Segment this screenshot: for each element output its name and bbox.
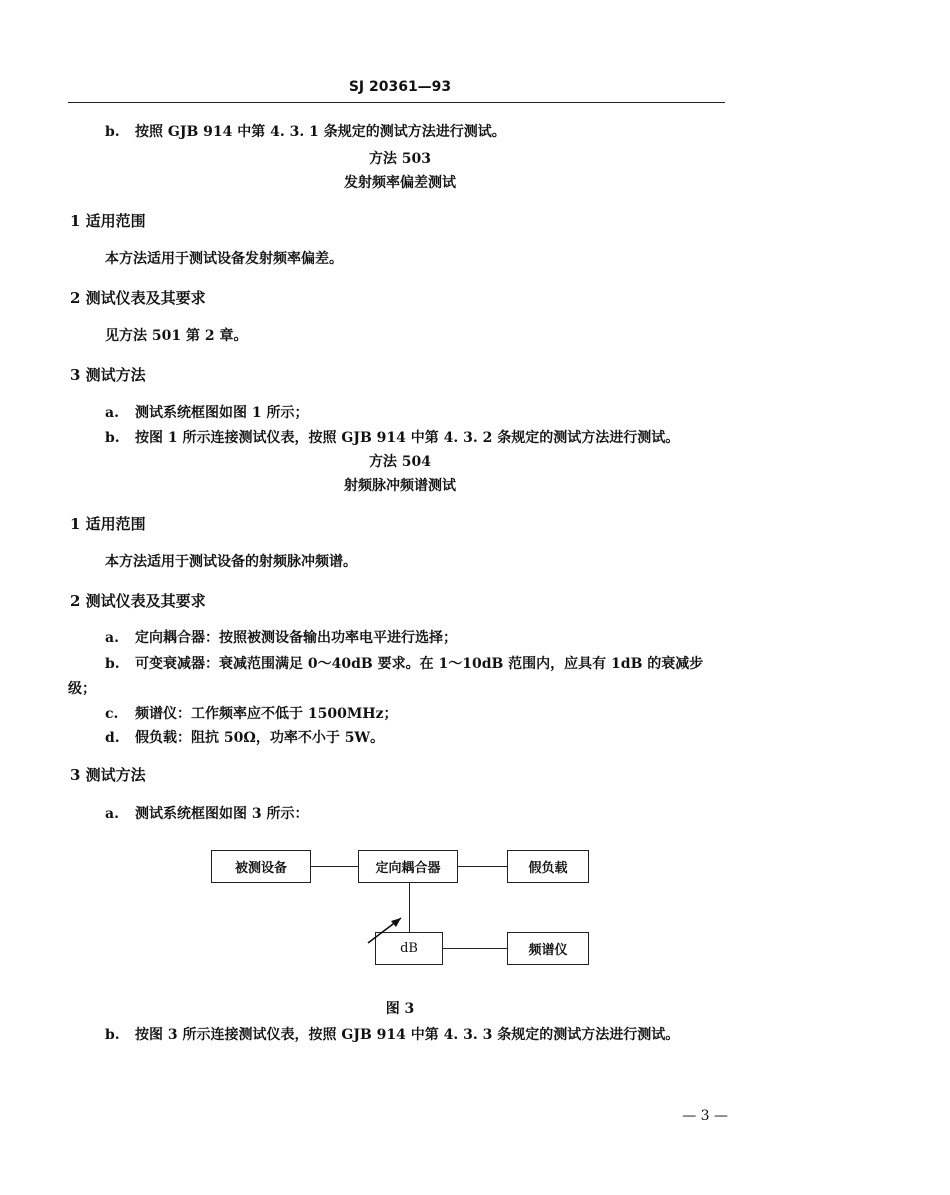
connector-coupler-load	[458, 866, 507, 867]
item-text: 按图 1 所示连接测试仪表，按照 GJB 914 中第 4. 3. 2 条规定的测试方法进行测试。	[135, 430, 680, 446]
m504-section-2-heading: 2 测试仪表及其要求	[70, 592, 206, 610]
item-text: 定向耦合器：按照被测设备输出功率电平进行选择；	[135, 630, 457, 646]
m503-section-1-text: 本方法适用于测试设备发射频率偏差。	[105, 251, 343, 267]
m504-section-1-text: 本方法适用于测试设备的射频脉冲频谱。	[105, 554, 357, 570]
m504-s2-item-c	[105, 703, 398, 723]
m504-s2-item-a	[105, 627, 457, 647]
directional-coupler-box: 定向耦合器	[358, 850, 458, 883]
method-503-subtitle: 发射频率偏差测试	[344, 175, 456, 191]
dut-box: 被测设备	[211, 850, 311, 883]
m503-item-b	[105, 427, 679, 447]
m504-section-1-heading: 1 适用范围	[70, 515, 146, 533]
method-504-title: 方法 504	[368, 454, 432, 470]
m504-s2-item-d	[105, 727, 384, 747]
m504-section-3-heading: 3 测试方法	[70, 766, 146, 784]
spectrum-analyzer-box: 频谱仪	[507, 932, 589, 965]
page-number: — 3 —	[682, 1108, 728, 1124]
m503-section-1-heading: 1 适用范围	[70, 212, 146, 230]
item-prefix: a.	[105, 405, 119, 421]
dummy-load-box: 假负载	[507, 850, 589, 883]
top-item-b	[105, 121, 506, 141]
item-prefix: b.	[105, 1027, 120, 1043]
standard-number: SJ 20361—93	[348, 79, 452, 95]
m504-s2-item-b	[105, 653, 703, 673]
m504-s3-item-a	[105, 803, 309, 823]
item-prefix: c.	[105, 706, 119, 722]
item-text: 测试系统框图如图 3 所示：	[135, 806, 309, 822]
item-text: 按照 GJB 914 中第 4. 3. 1 条规定的测试方法进行测试。	[135, 124, 506, 140]
item-prefix: b.	[105, 656, 120, 672]
connector-attenuator-analyzer	[443, 948, 507, 949]
m503-section-2-heading: 2 测试仪表及其要求	[70, 289, 206, 307]
figure-3-diagram	[205, 843, 605, 973]
variable-arrow-icon	[365, 915, 405, 947]
item-text: 可变衰减器：衰减范围满足 0～40dB 要求。在 1～10dB 范围内，应具有 1dB 的衰减步	[135, 656, 704, 672]
header-rule	[68, 102, 725, 103]
item-prefix: a.	[105, 630, 119, 646]
item-text: 测试系统框图如图 1 所示；	[135, 405, 309, 421]
item-text: 频谱仪：工作频率应不低于 1500MHz；	[135, 706, 398, 722]
item-text: 按图 3 所示连接测试仪表，按照 GJB 914 中第 4. 3. 3 条规定的测试方法进行测试。	[135, 1027, 680, 1043]
item-prefix: d.	[105, 730, 120, 746]
m504-s3-item-b	[105, 1024, 679, 1044]
m503-section-2-text: 见方法 501 第 2 章。	[105, 328, 248, 344]
figure-3-caption: 图 3	[385, 1001, 415, 1017]
m503-section-3-heading: 3 测试方法	[70, 366, 146, 384]
method-504-subtitle: 射频脉冲频谱测试	[344, 478, 456, 494]
connector-dut-coupler	[311, 866, 358, 867]
item-text: 假负载：阻抗 50Ω，功率不小于 5W。	[135, 730, 385, 746]
item-prefix: a.	[105, 806, 119, 822]
connector-coupler-attenuator	[409, 883, 410, 932]
method-503-title: 方法 503	[368, 151, 432, 167]
variable-attenuator-box: dB	[375, 932, 443, 965]
item-prefix: b.	[105, 430, 120, 446]
m503-item-a	[105, 402, 309, 422]
m504-s2-item-b-continued: 级；	[68, 681, 96, 697]
item-prefix: b.	[105, 124, 120, 140]
